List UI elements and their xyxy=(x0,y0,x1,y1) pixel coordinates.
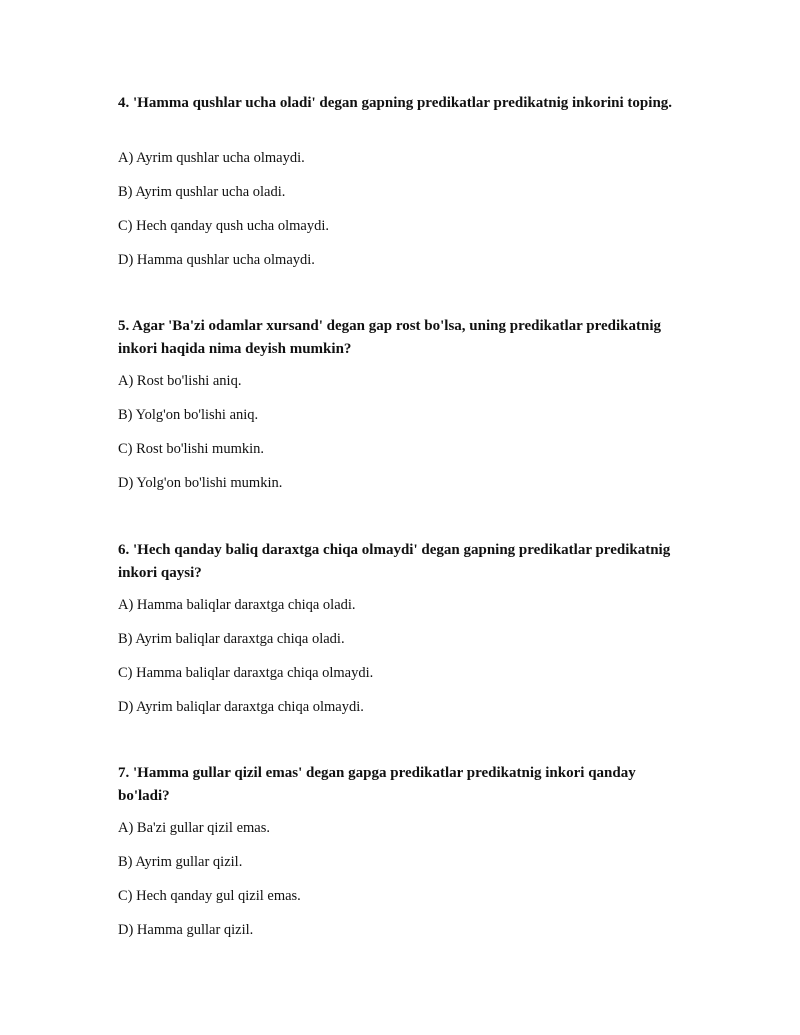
option-c: C) Hech qanday gul qizil emas. xyxy=(118,888,301,904)
option-d: D) Hamma gullar qizil. xyxy=(118,922,254,938)
option-c: C) Hech qanday qush ucha olmaydi. xyxy=(118,218,330,234)
option-d: D) Hamma qushlar ucha olmaydi. xyxy=(118,252,315,268)
option-a: A) Hamma baliqlar daraxtga chiqa oladi. xyxy=(118,597,356,613)
option-b: B) Yolg'on bo'lishi aniq. xyxy=(118,407,259,423)
option-c: C) Rost bo'lishi mumkin. xyxy=(118,441,265,457)
option-c: C) Hamma baliqlar daraxtga chiqa olmaydi. xyxy=(118,665,374,681)
option-a: A) Ayrim qushlar ucha olmaydi. xyxy=(118,150,305,166)
question-6 xyxy=(118,539,688,715)
question-4 xyxy=(118,92,688,268)
option-a: A) Rost bo'lishi aniq. xyxy=(118,373,242,389)
option-b: B) Ayrim baliqlar daraxtga chiqa oladi. xyxy=(118,631,345,647)
option-a: A) Ba'zi gullar qizil emas. xyxy=(118,820,270,836)
option-b: B) Ayrim gullar qizil. xyxy=(118,854,243,870)
option-d: D) Ayrim baliqlar daraxtga chiqa olmaydi. xyxy=(118,699,364,715)
option-d: D) Yolg'on bo'lishi mumkin. xyxy=(118,475,283,491)
question-text: 5. Agar 'Ba'zi odamlar xursand' degan gap rost bo'lsa, uning predikatlar predikatnig inkori haqida nima deyish mumkin? xyxy=(118,318,662,357)
question-5 xyxy=(118,315,688,491)
question-text: 6. 'Hech qanday baliq daraxtga chiqa olmaydi' degan gapning predikatlar predikatnig inkori qaysi? xyxy=(118,542,671,581)
question-7 xyxy=(118,762,688,938)
option-b: B) Ayrim qushlar ucha oladi. xyxy=(118,184,286,200)
question-text: 4. 'Hamma qushlar ucha oladi' degan gapning predikatlar predikatnig inkorini toping. xyxy=(118,95,673,111)
question-text: 7. 'Hamma gullar qizil emas' degan gapga predikatlar predikatnig inkori qanday bo'ladi? xyxy=(118,765,636,804)
